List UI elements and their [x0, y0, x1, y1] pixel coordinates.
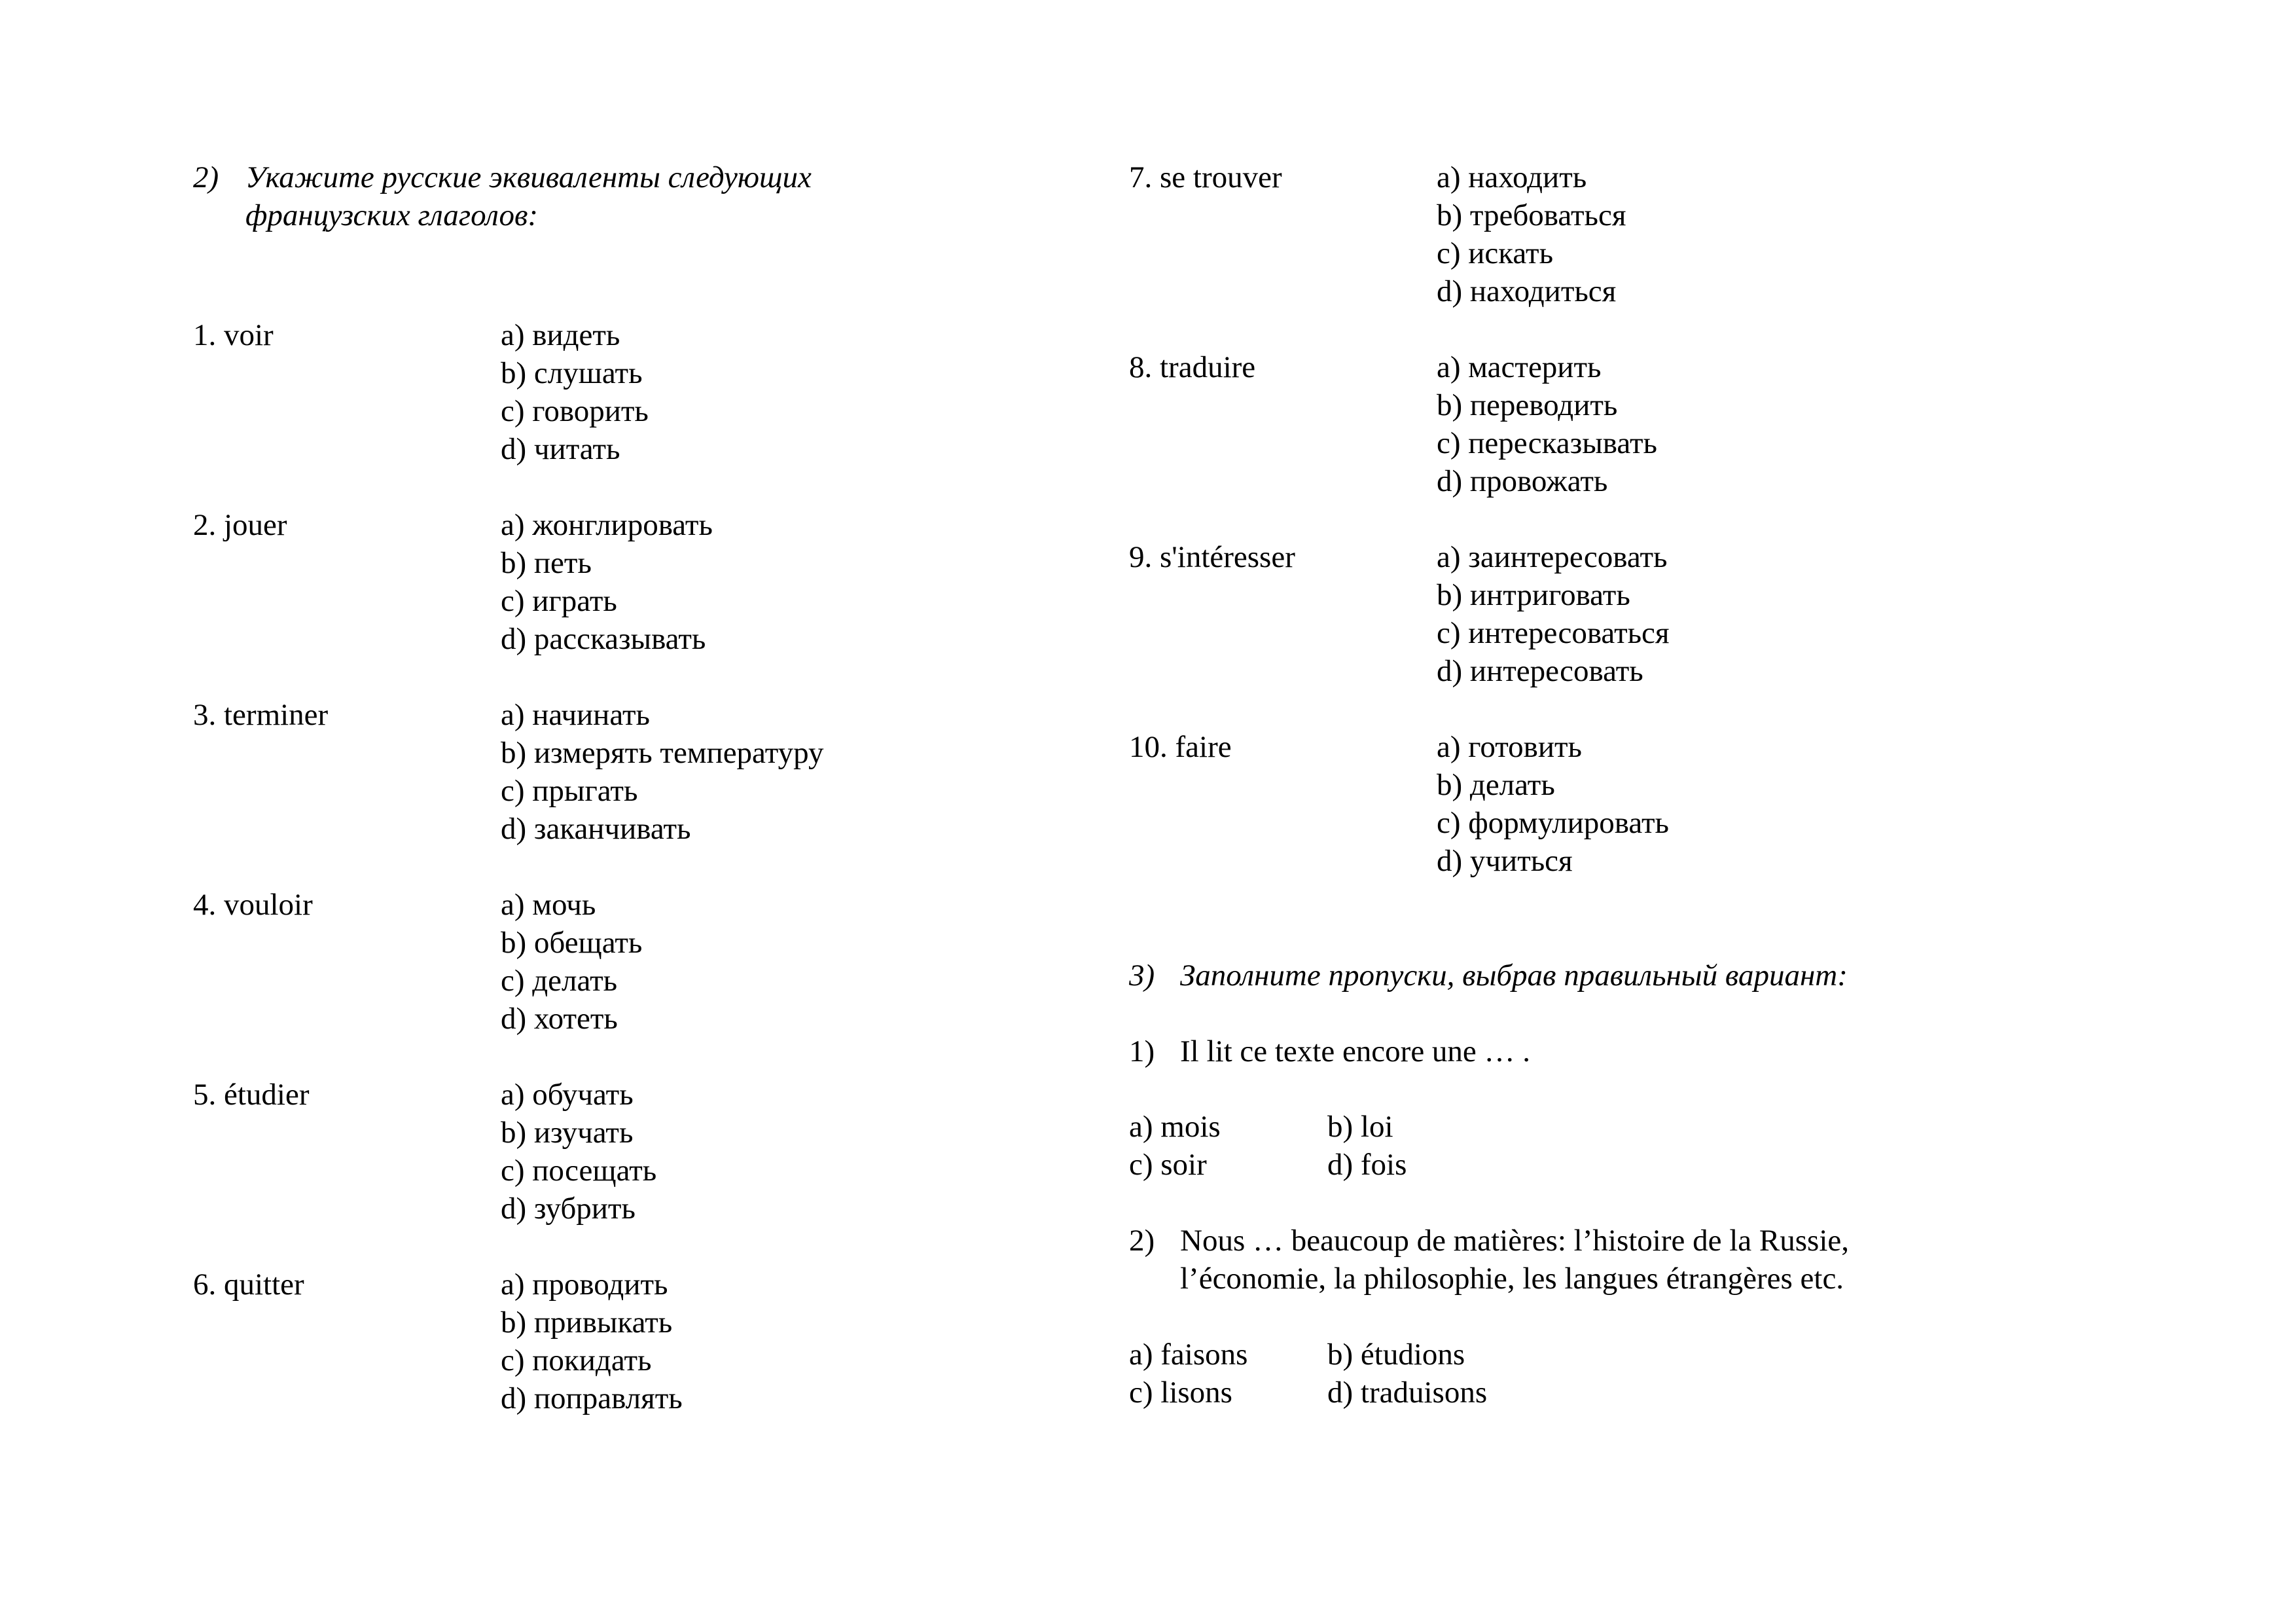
- options-7: [1437, 158, 1626, 310]
- option-10a: a) готовить: [1437, 730, 1582, 764]
- question-2-text-line2: l’économie, la philosophie, les langues étrangères etc.: [1180, 1262, 1844, 1296]
- option-3d: d) заканчивать: [501, 812, 691, 846]
- option-4b: b) обещать: [501, 926, 643, 960]
- section-2-title-line1: Укажите русские эквиваленты следующих: [245, 160, 812, 194]
- verb-2: 2. jouer: [193, 508, 287, 542]
- options-10: [1437, 728, 1669, 880]
- verb-4: 4. vouloir: [193, 888, 313, 922]
- section-3-heading: [1129, 957, 2045, 994]
- option-5d: d) зубрить: [501, 1192, 636, 1226]
- verb-5: 5. étudier: [193, 1078, 310, 1112]
- option-4a: a) мочь: [501, 888, 596, 922]
- question-1: [1129, 1032, 1980, 1070]
- option-2b: b) петь: [501, 546, 592, 580]
- verb-7: 7. se trouver: [1129, 160, 1282, 194]
- option-5c: c) посещать: [501, 1154, 657, 1188]
- option-8d: d) провожать: [1437, 464, 1608, 498]
- question-2-choice-b: b) étudions: [1327, 1338, 1465, 1372]
- section-2-number: 2): [193, 160, 219, 194]
- options-6: [501, 1266, 683, 1417]
- verb-9: 9. s'intéresser: [1129, 540, 1295, 574]
- option-3a: a) начинать: [501, 698, 650, 732]
- question-1-choice-a: a) mois: [1129, 1110, 1221, 1144]
- option-10b: b) делать: [1437, 768, 1555, 802]
- option-7b: b) требоваться: [1437, 198, 1626, 232]
- option-9b: b) интриговать: [1437, 578, 1630, 612]
- option-4d: d) хотеть: [501, 1002, 618, 1036]
- option-8b: b) переводить: [1437, 388, 1618, 422]
- verb-6: 6. quitter: [193, 1267, 304, 1302]
- option-1c: c) говорить: [501, 394, 649, 428]
- verb-8: 8. traduire: [1129, 350, 1256, 384]
- question-2-text-line1: Nous … beaucoup de matières: l’histoire de la Russie,: [1180, 1224, 1849, 1258]
- section-3-title: Заполните пропуски, выбрав правильный вариант:: [1180, 958, 1848, 993]
- verb-1: 1. voir: [193, 318, 274, 352]
- question-2-choice-d: d) traduisons: [1327, 1376, 1488, 1410]
- verb-3: 3. terminer: [193, 698, 329, 732]
- option-10c: c) формулировать: [1437, 806, 1669, 840]
- option-5a: a) обучать: [501, 1078, 634, 1112]
- section-2-heading: [193, 158, 978, 237]
- question-1-choice-c: c) soir: [1129, 1148, 1207, 1182]
- option-6a: a) проводить: [501, 1267, 668, 1302]
- question-2: [1129, 1222, 2111, 1298]
- options-8: [1437, 348, 1657, 500]
- option-10d: d) учиться: [1437, 844, 1573, 878]
- question-2-choice-a: a) faisons: [1129, 1338, 1248, 1372]
- option-8c: c) пересказывать: [1437, 426, 1657, 460]
- question-1-choice-b: b) loi: [1327, 1110, 1393, 1144]
- option-6c: c) покидать: [501, 1343, 652, 1377]
- option-9d: d) интересовать: [1437, 654, 1643, 688]
- section-3-number: 3): [1129, 958, 1155, 993]
- option-2c: c) играть: [501, 584, 617, 618]
- question-1-number: 1): [1129, 1034, 1155, 1068]
- option-3b: b) измерять температуру: [501, 736, 824, 770]
- option-7a: a) находить: [1437, 160, 1587, 194]
- option-4c: c) делать: [501, 964, 618, 998]
- question-2-choice-c: c) lisons: [1129, 1376, 1232, 1410]
- option-1b: b) слушать: [501, 356, 643, 390]
- question-1-choice-d: d) fois: [1327, 1148, 1407, 1182]
- options-2: [501, 506, 713, 658]
- option-6b: b) привыкать: [501, 1305, 673, 1340]
- option-7d: d) находиться: [1437, 274, 1617, 308]
- option-6d: d) поправлять: [501, 1381, 683, 1415]
- option-5b: b) изучать: [501, 1116, 634, 1150]
- options-3: [501, 696, 824, 848]
- question-2-number: 2): [1129, 1224, 1155, 1258]
- options-9: [1437, 538, 1670, 690]
- option-1d: d) читать: [501, 432, 620, 466]
- option-9a: a) заинтересовать: [1437, 540, 1668, 574]
- options-5: [501, 1076, 656, 1228]
- option-7c: c) искать: [1437, 236, 1554, 270]
- verb-10: 10. faire: [1129, 730, 1232, 764]
- option-1a: a) видеть: [501, 318, 620, 352]
- question-1-text: Il lit ce texte encore une … .: [1180, 1034, 1531, 1068]
- section-2-title-line2: французских глаголов:: [245, 198, 539, 232]
- options-1: [501, 316, 649, 468]
- option-3c: c) прыгать: [501, 774, 638, 808]
- option-2a: a) жонглировать: [501, 508, 713, 542]
- option-8a: a) мастерить: [1437, 350, 1602, 384]
- options-4: [501, 886, 642, 1038]
- option-2d: d) рассказывать: [501, 622, 706, 656]
- option-9c: c) интересоваться: [1437, 616, 1670, 650]
